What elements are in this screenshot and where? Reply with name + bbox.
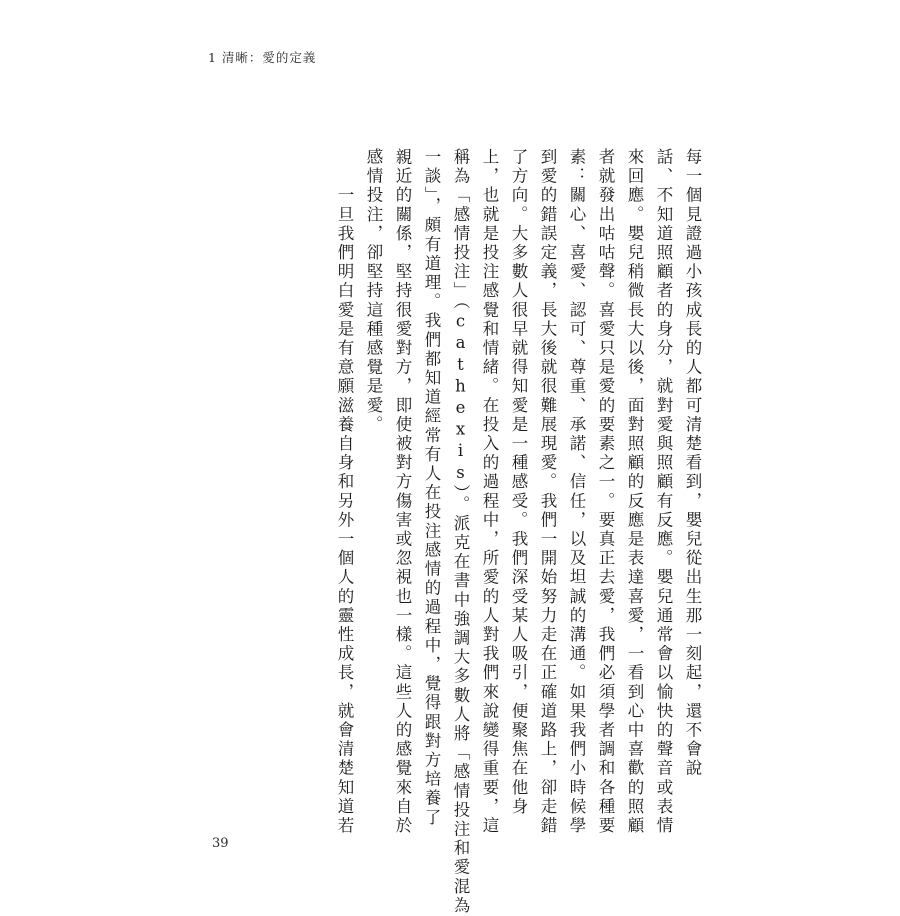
text-column: 稱為「感情投注」（cathexis）。派克在書中強調大多數人將「感情投注和愛混為 [451, 148, 470, 916]
text-column: 一談」，頗有道理。我們都知道經常有人在投注感情的過程中，覺得跟對方培養了 [422, 148, 441, 828]
text-column: 素：關心、喜愛、認可、尊重、承諾、信任，以及坦誠的溝通。如果我們小時候學 [567, 148, 586, 836]
text-column: 來回應。嬰兒稍微長大以後，面對照顧的反應是表達喜愛，一看到心中喜歡的照顧 [625, 148, 644, 836]
text-column: 感情投注，卻堅持這種感覺是愛。 [364, 148, 383, 435]
text-column: 上，也就是投注感覺和情緒。在投入的過程中，所愛的人對我們來說變得重要，這 [480, 148, 499, 836]
page-number: 39 [212, 836, 229, 851]
text-column: 者就發出咕咕聲。喜愛只是愛的要素之一。要真正去愛，我們必須學者調和各種要 [596, 148, 615, 836]
text-column: 了方向。大多數人很早就得知愛是一種感受。我們深受某人吸引，便聚焦在他身 [509, 148, 528, 817]
text-column: 話、不知道照顧者的身分，就對愛與照顧有反應。嬰兒通常會以愉快的聲音或表情 [654, 148, 673, 836]
text-column: 每一個見證過小孩成長的人都可清楚看到，嬰兒從出生那一刻起，還不會說 [683, 148, 702, 779]
text-column: 到愛的錯誤定義，長大後就很難展現愛。我們一開始努力走在正確道路上，卻走錯 [538, 148, 557, 836]
running-head: 1 清晰：愛的定義 [208, 50, 317, 65]
text-column: 一旦我們明白愛是有意願滋養自身和另外一個人的靈性成長，就會清楚知道若 [335, 148, 354, 836]
text-column: 親近的關係，堅持很愛對方，即使被對方傷害或忽視也一樣。這些人的感覺來自於 [393, 148, 412, 836]
